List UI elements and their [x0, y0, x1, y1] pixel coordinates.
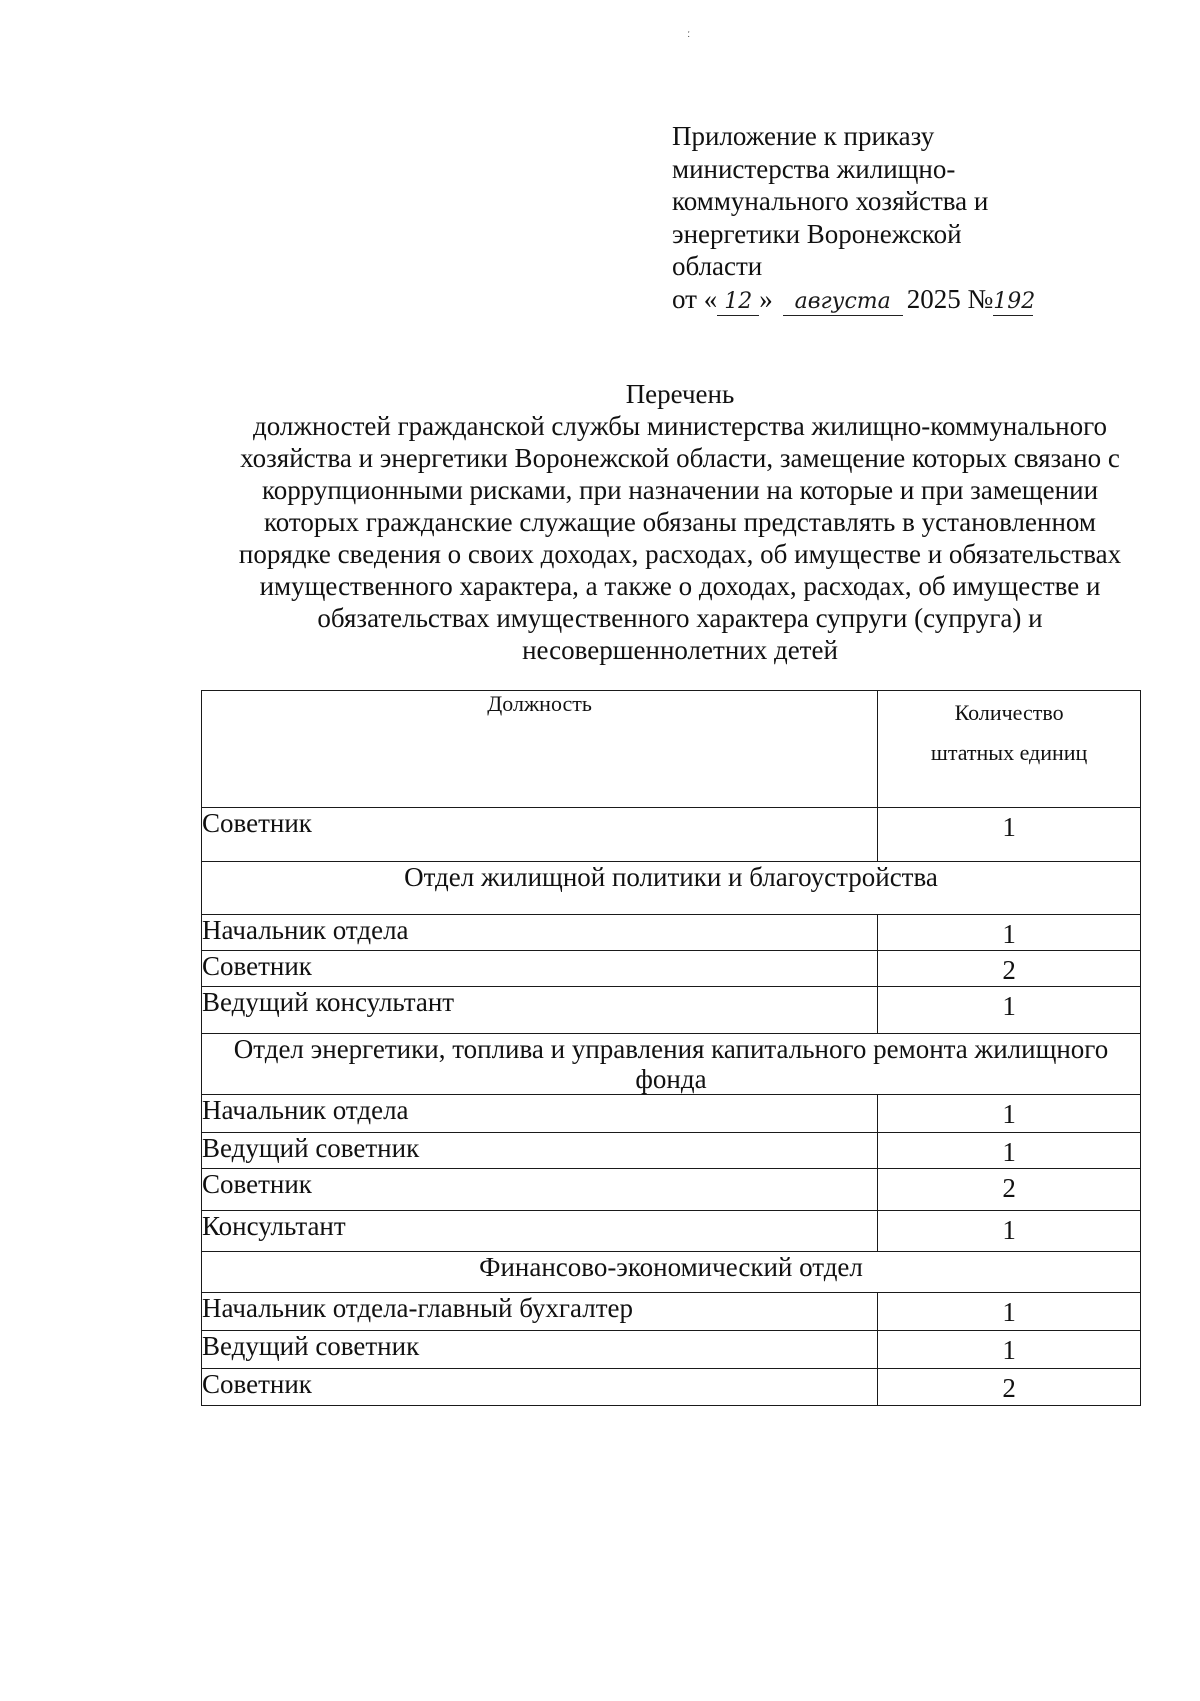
section-label: Финансово-экономический отдел: [202, 1252, 1141, 1293]
position-cell: Ведущий советник: [202, 1331, 878, 1369]
appendix-line: области: [672, 251, 763, 281]
order-date-line: [672, 283, 1112, 316]
header-quantity-line1: Количество: [954, 700, 1064, 725]
position-cell: Советник: [202, 1169, 878, 1211]
quantity-cell: [878, 1293, 1141, 1331]
quantity-cell: [878, 1331, 1141, 1369]
section-label: Отдел жилищной политики и благоустройства: [202, 862, 1141, 915]
position-cell: Советник: [202, 808, 878, 862]
section-row: [202, 1034, 1141, 1095]
quantity-value: 1: [1002, 919, 1016, 949]
quantity-value: 2: [1002, 1173, 1016, 1203]
table-row: [202, 987, 1141, 1034]
table-row: [202, 1133, 1141, 1169]
quantity-value: 1: [1002, 812, 1016, 842]
quantity-value: 1: [1002, 991, 1016, 1021]
title-heading: Перечень: [625, 379, 735, 409]
quantity-value: 1: [1002, 1335, 1016, 1365]
table-row: [202, 915, 1141, 951]
table-header-row: [202, 691, 1141, 808]
date-close: »: [759, 283, 773, 314]
header-quantity: [878, 691, 1141, 808]
header-position: Должность: [202, 691, 878, 808]
table-row: [202, 1169, 1141, 1211]
quantity-cell: [878, 1211, 1141, 1252]
quantity-cell: [878, 1095, 1141, 1133]
appendix-line: энергетики Воронежской: [672, 218, 962, 249]
position-cell: Начальник отдела-главный бухгалтер: [202, 1293, 878, 1331]
quantity-cell: [878, 1133, 1141, 1169]
date-year: 2025 №: [906, 283, 994, 314]
section-row: [202, 1252, 1141, 1293]
quantity-cell: [878, 808, 1141, 862]
quantity-value: 1: [1002, 1137, 1016, 1167]
quantity-value: 1: [1002, 1099, 1016, 1129]
quantity-cell: [878, 987, 1141, 1034]
position-cell: Советник: [202, 1369, 878, 1406]
title-line: имущественного характера, а также о доходах, расходах, об имуществе и: [259, 571, 1101, 601]
scan-speck: ː: [687, 26, 691, 40]
quantity-cell: [878, 915, 1141, 951]
handwritten-month: августа: [783, 289, 903, 316]
position-cell: Советник: [202, 951, 878, 987]
table-row: [202, 1293, 1141, 1331]
table-row: [202, 1331, 1141, 1369]
appendix-line: коммунального хозяйства и: [672, 186, 989, 216]
title-line: обязательствах имущественного характера супруги (супруга) и: [317, 603, 1043, 633]
appendix-line: министерства жилищно-: [672, 153, 956, 184]
section-label: Отдел энергетики, топлива и управления капитального ремонта жилищного фонда: [202, 1034, 1141, 1095]
date-prefix: от «: [672, 283, 718, 314]
quantity-value: 2: [1002, 955, 1016, 985]
quantity-cell: [878, 1169, 1141, 1211]
appendix-block: [672, 120, 1112, 316]
title-line: хозяйства и энергетики Воронежской области, замещение которых связано с: [240, 443, 1120, 473]
title-line: несовершеннолетних детей: [522, 635, 838, 665]
document-title: [190, 378, 1170, 666]
position-cell: Консультант: [202, 1211, 878, 1252]
title-line: коррупционными рисками, при назначении на которые и при замещении: [261, 475, 1099, 505]
handwritten-day: 12: [717, 289, 759, 316]
table-row: [202, 1369, 1141, 1406]
table-row: [202, 951, 1141, 987]
position-cell: Ведущий советник: [202, 1133, 878, 1169]
section-row: [202, 862, 1141, 915]
positions-table: [201, 690, 1141, 1406]
quantity-value: 1: [1002, 1215, 1016, 1245]
header-quantity-line2: штатных единиц: [930, 740, 1088, 765]
title-line: которых гражданские служащие обязаны представлять в установленном: [263, 507, 1096, 537]
quantity-cell: [878, 1369, 1141, 1406]
quantity-value: 2: [1002, 1373, 1016, 1403]
table-row: [202, 1211, 1141, 1252]
quantity-cell: [878, 951, 1141, 987]
table-row: [202, 808, 1141, 862]
handwritten-order-number: 192: [993, 288, 1036, 314]
quantity-value: 1: [1002, 1297, 1016, 1327]
title-line: должностей гражданской службы министерства жилищно-коммунального: [252, 411, 1108, 441]
position-cell: Начальник отдела: [202, 915, 878, 951]
position-cell: Начальник отдела: [202, 1095, 878, 1133]
position-cell: Ведущий консультант: [202, 987, 878, 1034]
title-line: порядке сведения о своих доходах, расходах, об имуществе и обязательствах: [238, 539, 1122, 569]
table-row: [202, 1095, 1141, 1133]
appendix-line: Приложение к приказу: [672, 121, 935, 151]
